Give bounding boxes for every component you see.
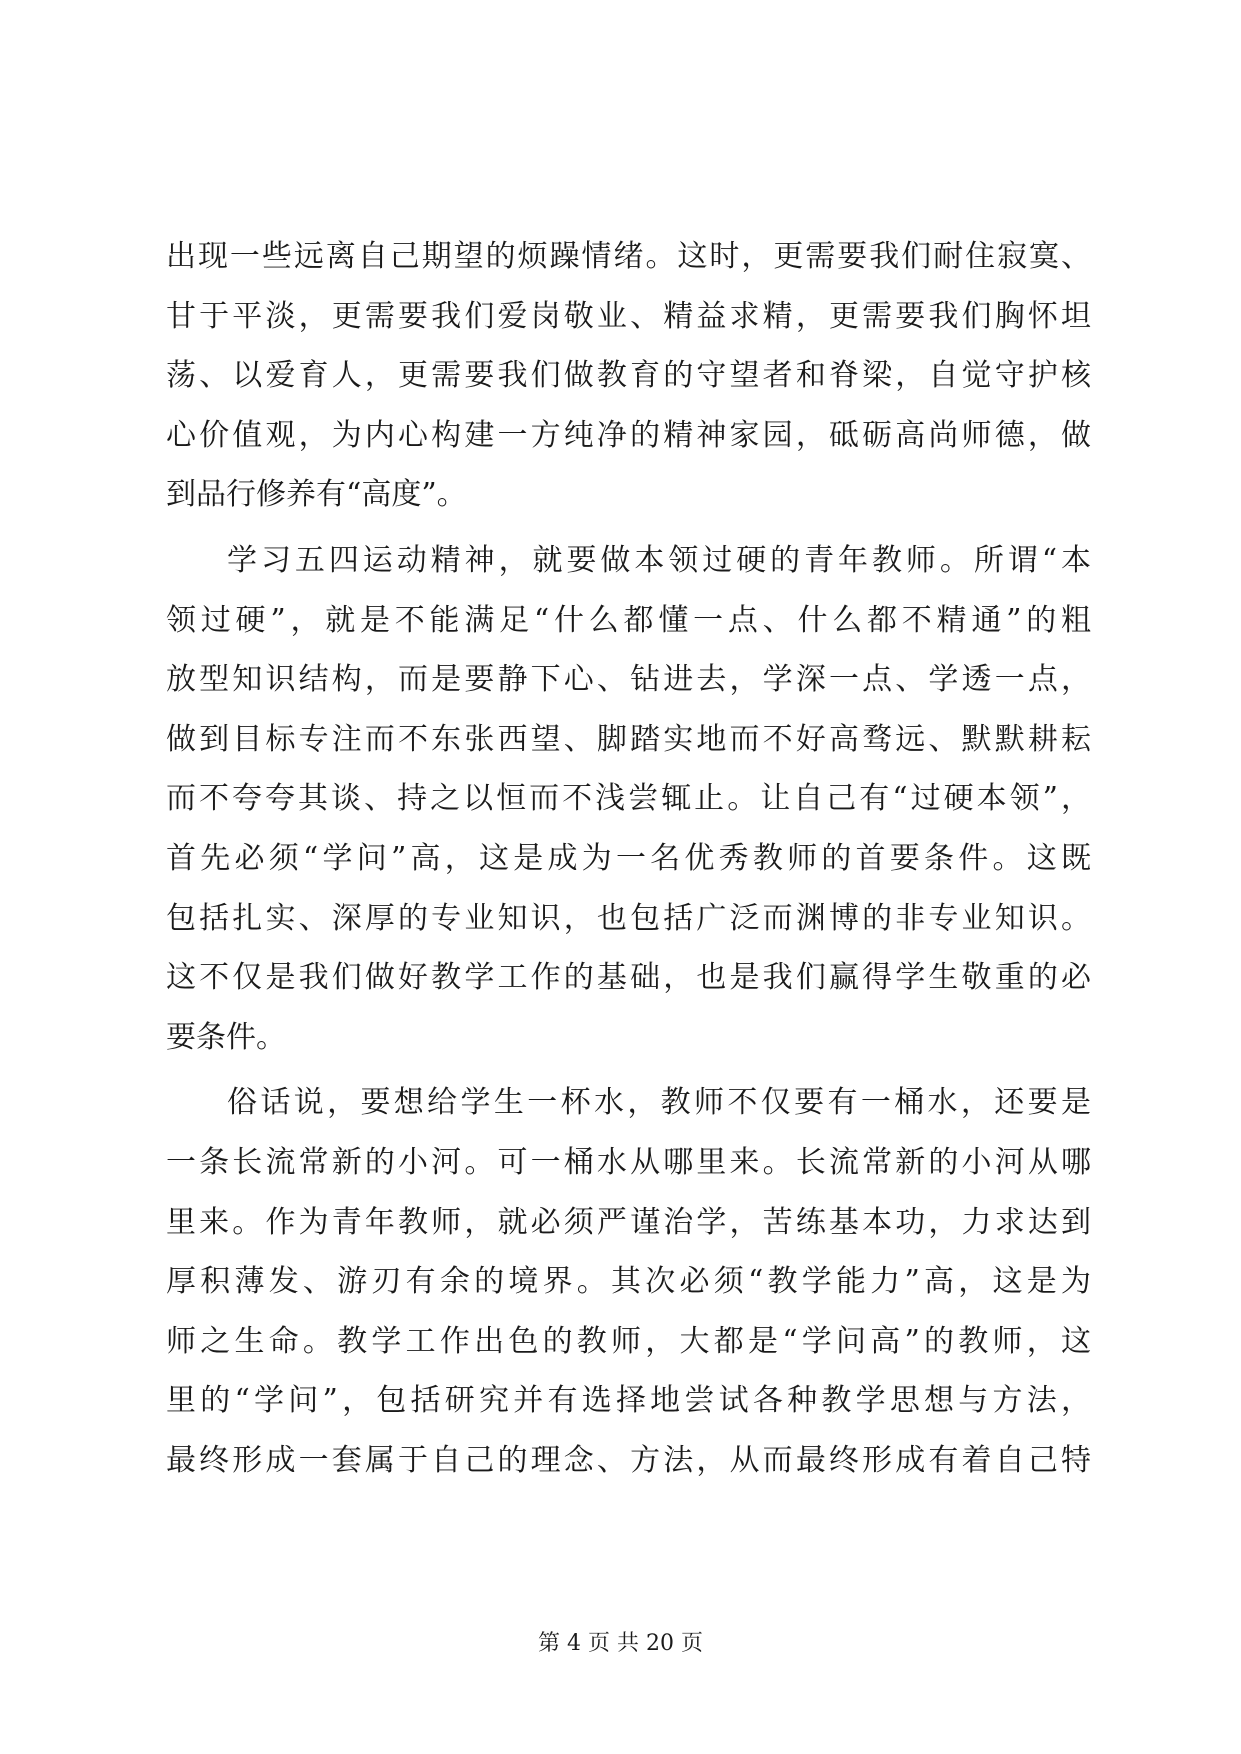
text-line: 厚积薄发、游刃有余的境界。其次必须“教学能力”高，这是为 [166, 1264, 1091, 1300]
text-line: 做到目标专注而不东张西望、脚踏实地而不好高骛远、默默耕耘 [166, 721, 1091, 757]
paragraph-2 [166, 531, 1091, 1067]
text-line: 出现一些远离自己期望的烦躁情绪。这时，更需要我们耐住寂寞、 [166, 239, 1091, 274]
text-line: 一条长流常新的小河。可一桶水从哪里来。长流常新的小河从哪 [166, 1144, 1091, 1180]
text-line: 首先必须“学问”高，这是成为一名优秀教师的首要条件。这既 [166, 840, 1091, 876]
paragraph-3 [166, 1073, 1091, 1490]
text-line: 要条件。 [166, 1019, 286, 1055]
paragraph-1 [166, 227, 1091, 525]
text-line: 里的“学问”，包括研究并有选择地尝试各种教学思想与方法， [166, 1383, 1091, 1419]
text-line: 师之生命。教学工作出色的教师，大都是“学问高”的教师，这 [166, 1323, 1091, 1359]
text-line: 最终形成一套属于自己的理念、方法，从而最终形成有着自己特 [166, 1442, 1091, 1478]
text-line: 俗话说，要想给学生一杯水，教师不仅要有一桶水，还要是 [227, 1085, 1091, 1121]
text-line: 里来。作为青年教师，就必须严谨治学，苦练基本功，力求达到 [166, 1204, 1091, 1240]
text-line: 这不仅是我们做好教学工作的基础，也是我们赢得学生敬重的必 [166, 960, 1091, 996]
page-footer [0, 1629, 1241, 1659]
text-line: 包括扎实、深厚的专业知识，也包括广泛而渊博的非专业知识。 [166, 900, 1091, 936]
text-line: 到品行修养有“高度”。 [166, 477, 467, 513]
text-line: 学习五四运动精神，就要做本领过硬的青年教师。所谓“本 [227, 542, 1091, 578]
text-line: 甘于平淡，更需要我们爱岗敬业、精益求精，更需要我们胸怀坦 [166, 298, 1091, 334]
text-line: 荡、以爱育人，更需要我们做教育的守望者和脊梁，自觉守护核 [166, 358, 1091, 394]
text-line: 而不夸夸其谈、持之以恒而不浅尝辄止。让自己有“过硬本领”， [166, 781, 1091, 817]
page-number-label: 第 4 页 共 20 页 [538, 1631, 703, 1656]
text-line: 放型知识结构，而是要静下心、钻进去，学深一点、学透一点， [166, 662, 1091, 698]
text-line: 领过硬”，就是不能满足“什么都懂一点、什么都不精通”的粗 [166, 602, 1091, 638]
body-text [166, 227, 1091, 1490]
text-line: 心价值观，为内心构建一方纯净的精神家园，砥砺高尚师德，做 [166, 417, 1091, 453]
